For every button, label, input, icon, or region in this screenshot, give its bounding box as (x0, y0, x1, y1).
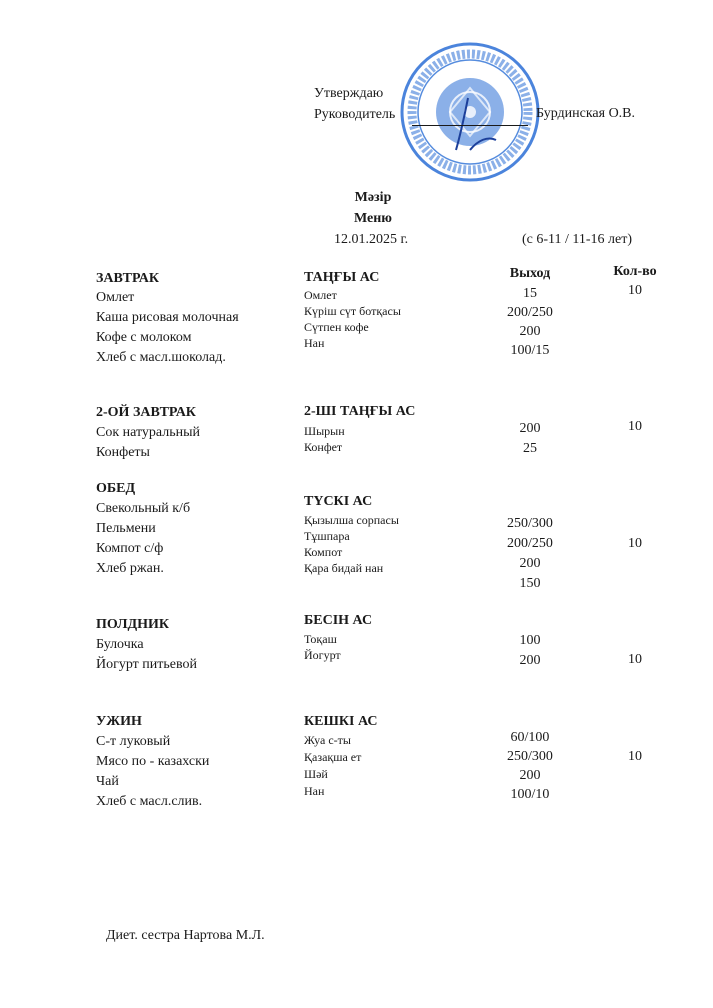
menu-item-kz: Тоқаш (304, 632, 337, 646)
quantity-value: 10 (628, 652, 642, 667)
menu-item-kz: Йогурт (304, 648, 341, 662)
menu-item-ru: Компот с/ф (96, 541, 164, 556)
menu-item-ru: Чай (96, 774, 119, 789)
title-kz: Мәзір (354, 190, 392, 205)
output-value: 250/300 (507, 749, 553, 764)
menu-item-kz: Нан (304, 336, 325, 350)
output-value: 100/10 (510, 787, 550, 802)
output-value: 200/250 (507, 305, 553, 320)
menu-item-kz: Сүтпен кофе (304, 320, 369, 334)
menu-item-ru: Омлет (96, 290, 135, 305)
title-ru: Меню (353, 211, 392, 226)
meal-title-ru: 2-ОЙ ЗАВТРАК (96, 405, 196, 420)
menu-item-kz: Нан (304, 784, 325, 798)
menu-item-kz: Қара бидай нан (304, 561, 384, 575)
quantity-value: 10 (628, 536, 642, 551)
signature-line (412, 125, 528, 126)
output-value: 15 (523, 286, 537, 301)
state-emblem-icon (436, 78, 504, 146)
column-output-header: Выход (509, 266, 551, 281)
output-value: 200 (519, 421, 541, 436)
meal-title-kz: КЕШКІ АС (304, 714, 378, 729)
menu-item-ru: Каша рисовая молочная (96, 310, 239, 325)
output-value: 100/15 (510, 343, 550, 358)
menu-item-ru: Сок натуральный (96, 425, 201, 440)
menu-item-ru: Пельмени (96, 521, 156, 536)
menu-item-kz: Компот (304, 545, 343, 559)
menu-item-ru: Хлеб с масл.слив. (96, 794, 203, 809)
menu-date: 12.01.2025 г. (334, 232, 409, 247)
position-label: Руководитель (314, 107, 396, 122)
menu-item-kz: Қазақша ет (304, 750, 362, 764)
menu-item-kz: Күріш сүт ботқасы (304, 304, 401, 318)
meal-title-kz: БЕСІН АС (304, 613, 373, 628)
menu-item-ru: Мясо по - казахски (96, 754, 210, 769)
output-value: 200 (519, 768, 541, 783)
output-value: 100 (519, 633, 541, 648)
meal-title-kz: ТАҢҒЫ АС (304, 270, 380, 285)
menu-item-ru: Конфеты (96, 445, 150, 460)
menu-item-kz: Тұшпара (304, 529, 350, 543)
meal-title-kz: 2-ШІ ТАҢҒЫ АС (304, 404, 416, 419)
output-value: 200 (519, 324, 541, 339)
output-value: 25 (523, 441, 537, 456)
menu-item-kz: Жуа с-ты (304, 733, 351, 747)
output-value: 200 (519, 653, 541, 668)
menu-item-ru: Булочка (96, 637, 144, 652)
menu-item-kz: Қызылша сорпасы (304, 513, 399, 527)
meal-title-ru: ПОЛДНИК (96, 617, 170, 632)
age-groups: (с 6-11 / 11-16 лет) (522, 232, 633, 247)
quantity-value: 10 (628, 283, 642, 298)
signatory-name: Бурдинская О.В. (536, 106, 636, 121)
menu-item-ru: Йогурт питьевой (96, 657, 197, 672)
menu-item-ru: Кофе с молоком (96, 330, 192, 345)
output-value: 250/300 (507, 516, 553, 531)
menu-item-kz: Шәй (304, 767, 328, 781)
menu-item-kz: Омлет (304, 288, 337, 302)
output-value: 200/250 (507, 536, 553, 551)
menu-item-ru: Хлеб ржан. (96, 561, 164, 576)
menu-item-ru: С-т луковый (96, 734, 171, 749)
quantity-value: 10 (628, 749, 642, 764)
menu-item-ru: Хлеб с масл.шоколад. (96, 350, 226, 365)
meal-title-ru: ЗАВТРАК (96, 271, 160, 286)
output-value: 60/100 (510, 730, 550, 745)
meal-title-ru: ОБЕД (96, 481, 136, 496)
meal-title-ru: УЖИН (96, 714, 142, 729)
diet-nurse-signature: Диет. сестра Нартова М.Л. (106, 928, 265, 943)
approve-label: Утверждаю (314, 86, 384, 101)
meal-title-kz: ТҮСКІ АС (304, 494, 373, 509)
menu-item-kz: Конфет (304, 440, 343, 454)
quantity-value: 10 (628, 419, 642, 434)
menu-item-kz: Шырын (304, 424, 345, 438)
column-quantity-header: Кол-во (613, 264, 657, 279)
menu-item-ru: Свекольный к/б (96, 501, 191, 516)
official-stamp (398, 40, 542, 184)
output-value: 200 (519, 556, 541, 571)
output-value: 150 (519, 576, 541, 591)
